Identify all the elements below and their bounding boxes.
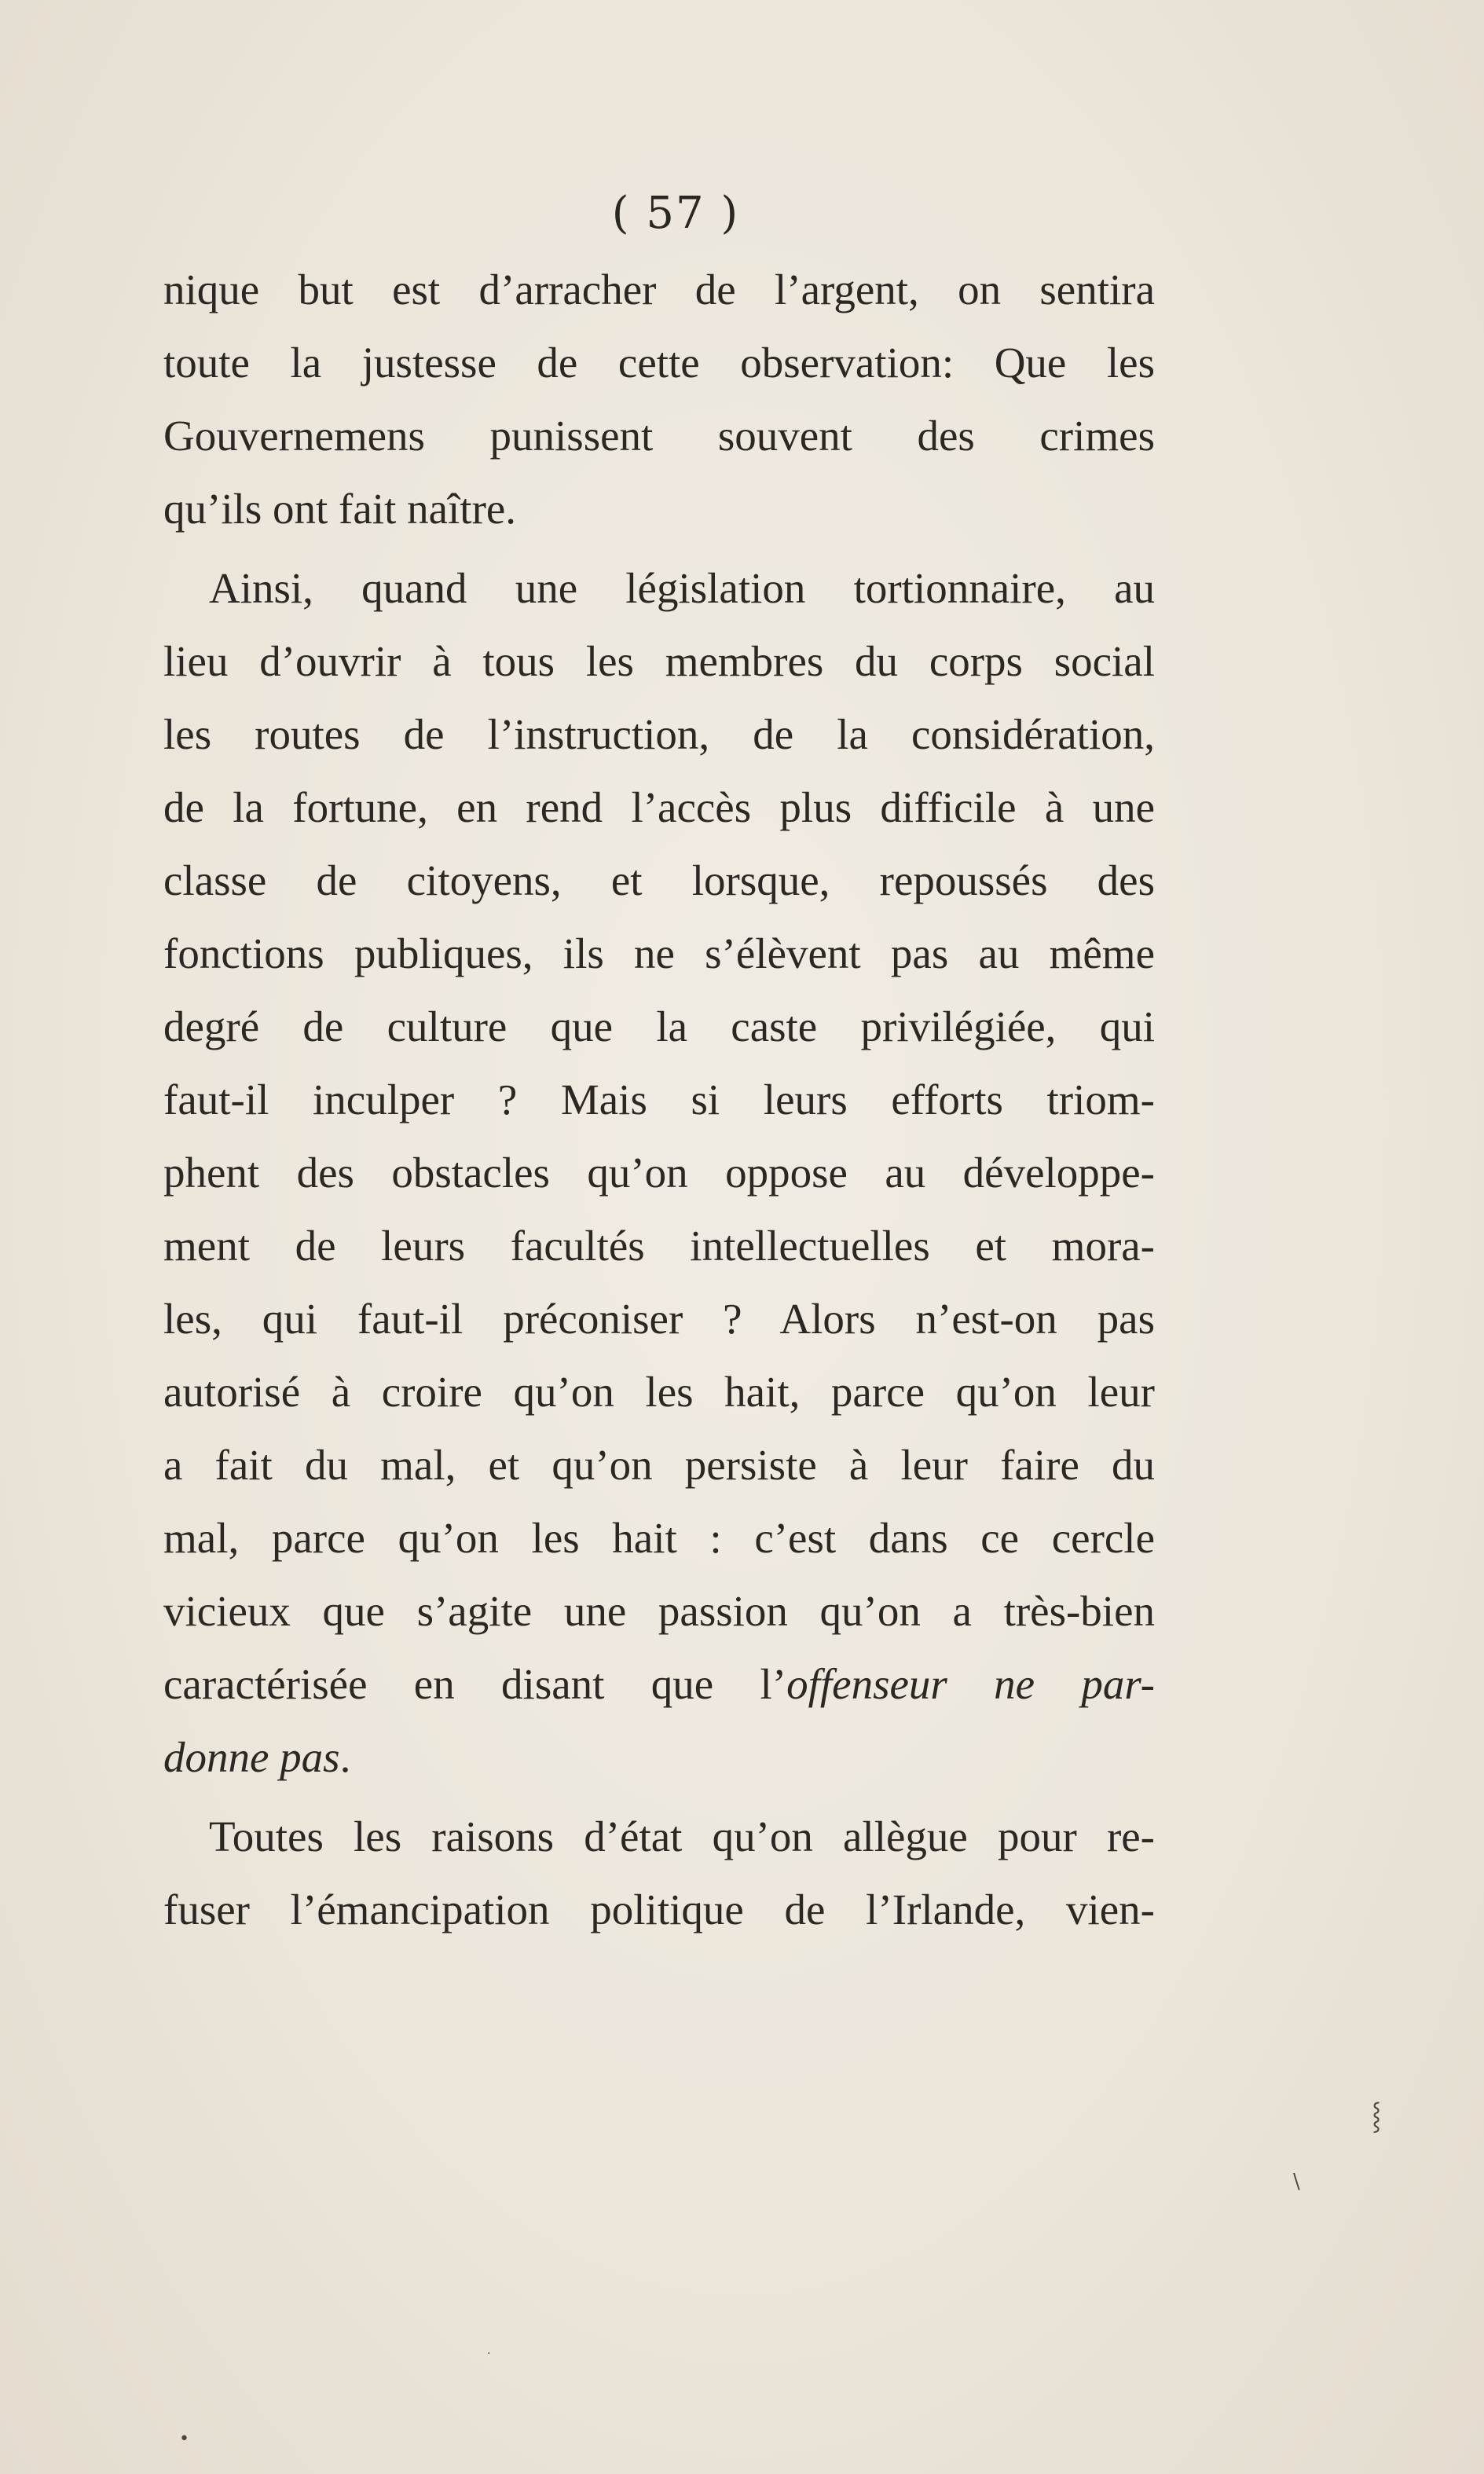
text-line: degré de culture que la caste privilégiée, qui	[163, 1002, 1155, 1050]
italic-text: donne pas	[163, 1733, 340, 1781]
text-line: classe de citoyens, et lorsque, repoussés des	[163, 856, 1155, 904]
text-line: phent des obstacles qu’on oppose au développe-	[163, 1149, 1155, 1197]
text-line: vicieux que s’agite une passion qu’on a très-bien	[163, 1587, 1155, 1635]
text-line: a fait du mal, et qu’on persiste à leur faire du	[163, 1441, 1155, 1489]
paper-speck: ⸾	[1372, 2100, 1382, 2131]
text-line: ment de leurs facultés intellectuelles et mora-	[163, 1222, 1155, 1270]
text-line: mal, parce qu’on les hait : c’est dans ce cercle	[163, 1514, 1155, 1562]
text-line-with-italic	[163, 1648, 1155, 1721]
text-line: toute la justesse de cette observation: Que les	[163, 339, 1155, 387]
text-span: caractérisée en disant que l’	[163, 1660, 787, 1708]
paper-speck: ·	[487, 2348, 491, 2360]
text-line: les, qui faut-il préconiser ? Alors n’est-on pas	[163, 1295, 1155, 1343]
text-line-italic-end	[163, 1721, 1155, 1794]
paper-speck: \	[1293, 2170, 1300, 2194]
body-text	[163, 253, 1155, 1946]
text-span: .	[339, 1733, 351, 1781]
text-line: qu’ils ont fait naître.	[163, 485, 517, 533]
text-line: Gouvernemens punissent souvent des crimes	[163, 412, 1155, 460]
text-line: autorisé à croire qu’on les hait, parce qu’on leur	[163, 1368, 1155, 1416]
text-line: fuser l’émancipation politique de l’Irlande, vien-	[163, 1886, 1155, 1933]
text-line: Toutes les raisons d’état qu’on allègue pour re-	[209, 1812, 1155, 1860]
text-line: lieu d’ouvrir à tous les membres du corps social	[163, 637, 1155, 685]
text-line: nique but est d’arracher de l’argent, on sentira	[163, 266, 1155, 313]
text-line: fonctions publiques, ils ne s’élèvent pas au même	[163, 929, 1155, 977]
text-line: faut-il inculper ? Mais si leurs efforts triom-	[163, 1076, 1155, 1123]
text-line: de la fortune, en rend l’accès plus difficile à une	[163, 783, 1155, 831]
text-line: les routes de l’instruction, de la considération,	[163, 710, 1155, 758]
page-number: ( 57 )	[611, 188, 740, 239]
italic-text: offenseur ne par-	[786, 1660, 1155, 1708]
text-line: Ainsi, quand une législation tortionnaire, au	[209, 564, 1155, 612]
paper-speck: •	[179, 2429, 189, 2449]
